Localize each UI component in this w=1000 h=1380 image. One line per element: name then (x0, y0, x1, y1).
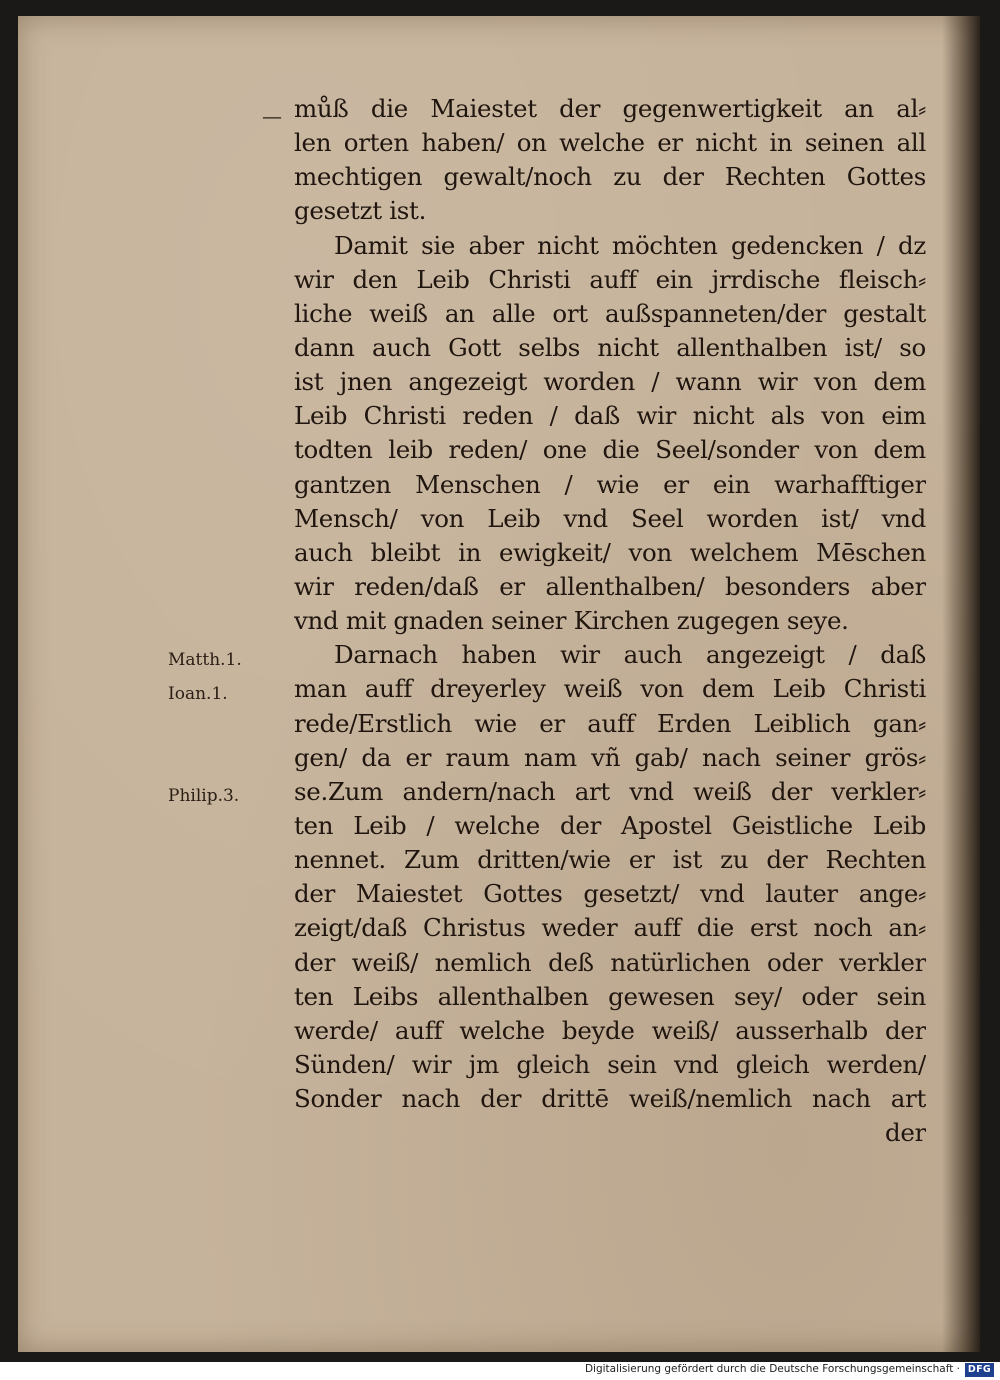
text-line-7: liche weiß an alle ort außspanneten/der gestalt (294, 298, 926, 328)
catchword: der (885, 1118, 926, 1148)
text-line-16: vnd mit gnaden seiner Kirchen zugegen seye. (294, 606, 849, 636)
text-line-30: Sonder nach der drittē weiß/nemlich nach art (294, 1084, 926, 1114)
text-line-11: todten leib reden/ one die Seel/sonder von dem (294, 435, 926, 465)
main-text-block (294, 92, 926, 1150)
text-line-22: ten Leib / welche der Apostel Geistliche Leib (294, 810, 926, 840)
text-line-24: der Maiestet Gottes gesetzt/ vnd lauter ange⸗ (294, 879, 926, 909)
text-line-23: nennet. Zum dritten/wie er ist zu der Rechten (294, 845, 926, 875)
page-binding-shadow (942, 16, 980, 1352)
text-line-6: wir den Leib Christi auff ein jrrdische fleisch⸗ (294, 264, 926, 294)
text-line-12: gantzen Menschen / wie er ein warhafftiger (294, 469, 926, 499)
text-line-2: len orten haben/ on welche er nicht in seinen all (294, 128, 926, 158)
text-line-1: můß die Maiestet der gegenwertigkeit an al⸗ (294, 94, 926, 123)
text-line-17: Darnach haben wir auch angezeigt / daß (334, 640, 926, 670)
text-line-14: auch bleibt in ewigkeit/ von welchem Mēschen (294, 537, 926, 567)
text-line-9: ist jnen angezeigt worden / wann wir von dem (294, 367, 926, 397)
funding-credit: Digitalisierung gefördert durch die Deutsche Forschungsgemeinschaft · (584, 1363, 960, 1375)
text-line-28: werde/ auff welche beyde weiß/ ausserhalb der (294, 1015, 926, 1045)
text-line-15: wir reden/daß er allenthalben/ besonders aber (294, 571, 926, 601)
margin-note-philippians: Philip.3. (168, 786, 240, 806)
text-line-27: ten Leibs allenthalben gewesen sey/ oder sein (294, 981, 926, 1011)
text-line-5: Damit sie aber nicht möchten gedencken / dz (334, 230, 926, 260)
text-line-4: gesetzt ist. (294, 196, 427, 226)
margin-note-john: Ioan.1. (168, 684, 228, 704)
text-line-20: gen/ da er raum nam vñ gab/ nach seiner grös⸗ (294, 742, 926, 772)
text-line-13: Mensch/ von Leib vnd Seel worden ist/ vnd (294, 503, 926, 533)
text-line-29: Sünden/ wir jm gleich sein vnd gleich werden/ (294, 1049, 926, 1079)
text-line-18: man auff dreyerley weiß von dem Leib Christi (294, 674, 926, 704)
text-line-26: der weiß/ nemlich deß natürlichen oder verkler (294, 947, 926, 977)
text-line-8: dann auch Gott selbs nicht allenthalben ist/ so (294, 332, 926, 362)
text-line-19: rede/Erstlich wie er auff Erden Leiblich gan⸗ (294, 708, 926, 738)
dfg-logo: DFG (965, 1363, 994, 1377)
text-line-21: se.Zum andern/nach art vnd weiß der verkler⸗ (294, 776, 926, 806)
margin-note-matthew: Matth.1. (168, 650, 242, 670)
text-line-25: zeigt/daß Christus weder auff die erst noch an⸗ (294, 913, 926, 943)
catchmark-dash: — (262, 104, 282, 128)
text-line-3: mechtigen gewalt/noch zu der Rechten Gottes (294, 162, 926, 192)
text-line-10: Leib Christi reden / daß wir nicht als von eim (294, 401, 926, 431)
